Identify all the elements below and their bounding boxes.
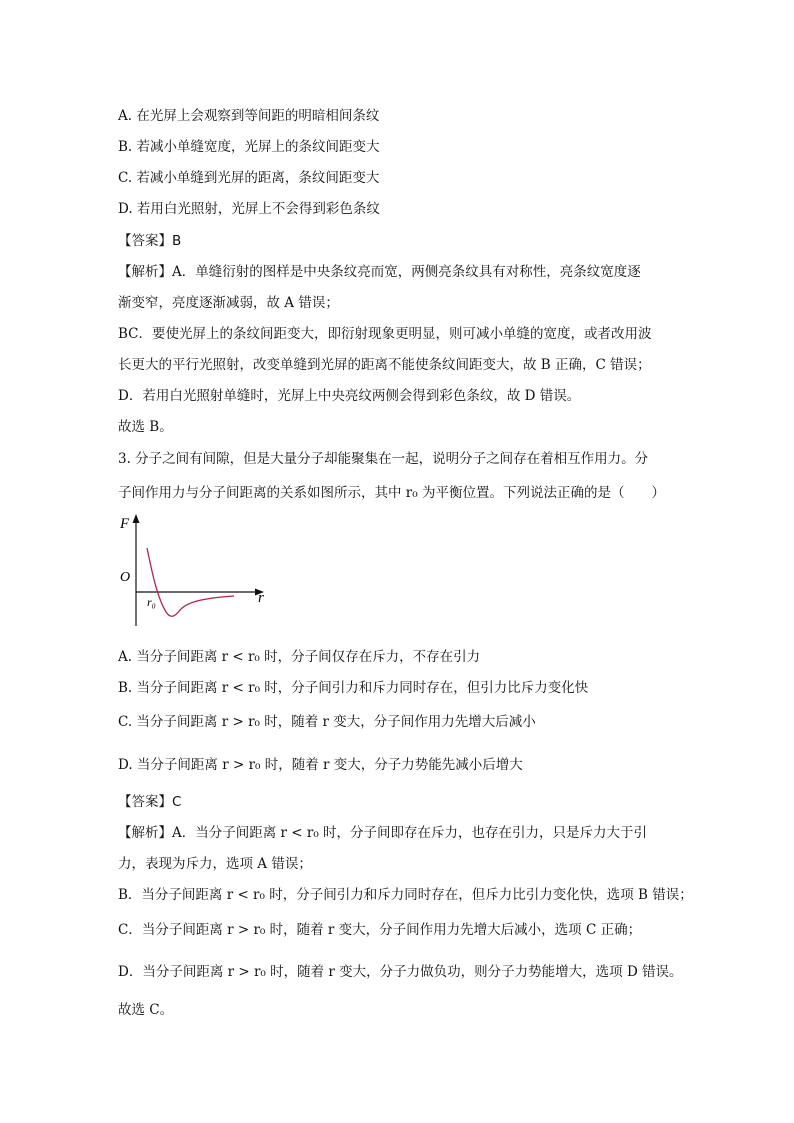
- q3-option-a: A. 当分子间距离 r < r₀ 时，分子间仅存在斥力，不存在引力: [118, 649, 481, 665]
- equilibrium-label: r₀: [147, 595, 156, 609]
- y-axis-label: F: [120, 516, 130, 532]
- q2-option-b: B. 若减小单缝宽度，光屏上的条纹间距变大: [118, 139, 380, 155]
- q2-analysis-line: 长更大的平行光照射，改变单缝到光屏的距离不能使条纹间距变大，故 B 正确，C 错误；: [118, 357, 651, 373]
- q3-option-b: B. 当分子间距离 r < r₀ 时，分子间引力和斥力同时存在，但引力比斥力变化快: [118, 680, 589, 696]
- q3-option-d: D. 当分子间距离 r > r₀ 时，随着 r 变大，分子力势能先减小后增大: [118, 757, 523, 773]
- q3-stem-line: 3. 分子之间有间隙，但是大量分子却能聚集在一起，说明分子之间存在着相互作用力。分: [118, 451, 649, 467]
- q2-analysis-line: BC．要使光屏上的条纹间距变大，即衍射现象更明显，则可减小单缝的宽度，或者改用波: [118, 326, 652, 342]
- q3-stem-line: 子间作用力与分子间距离的关系如图所示，其中 r₀ 为平衡位置。下列说法正确的是（ ）: [118, 485, 665, 501]
- q2-option-d: D. 若用白光照射，光屏上不会得到彩色条纹: [118, 201, 380, 217]
- y-axis-arrow: [133, 514, 140, 523]
- q3-analysis-line: D．当分子间距离 r > r₀ 时，随着 r 变大，分子力做负功，则分子力势能增大，选项 D 错误。: [118, 964, 683, 980]
- q3-conclusion: 故选 C。: [118, 1002, 174, 1018]
- q2-option-a: A. 在光屏上会观察到等间距的明暗相间条纹: [118, 108, 380, 124]
- origin-label: O: [120, 570, 131, 585]
- x-axis-label: r: [258, 590, 264, 606]
- q2-analysis-line: 渐变窄，亮度逐渐减弱，故 A 错误；: [118, 295, 339, 311]
- q3-analysis-line: B．当分子间距离 r < r₀ 时，分子间引力和斥力同时存在，但斥力比引力变化快，选项 B 错误；: [118, 887, 693, 903]
- force-distance-graph: [116, 512, 276, 627]
- q2-option-c: C. 若减小单缝到光屏的距离，条纹间距变大: [118, 170, 380, 186]
- q2-analysis-line: D．若用白光照射单缝时，光屏上中央亮纹两侧会得到彩色条纹，故 D 错误。: [118, 388, 581, 404]
- q3-analysis-line: C．当分子间距离 r > r₀ 时，随着 r 变大，分子间作用力先增大后减小，选项 C 正确；: [118, 922, 642, 938]
- q2-analysis-line: 【解析】A．单缝衍射的图样是中央条纹亮而宽，两侧亮条纹具有对称性，亮条纹宽度逐: [118, 264, 641, 280]
- q2-conclusion: 故选 B。: [118, 419, 173, 435]
- q3-option-c: C. 当分子间距离 r > r₀ 时，随着 r 变大，分子间作用力先增大后减小: [118, 714, 536, 730]
- q3-answer: 【答案】C: [118, 794, 182, 810]
- q3-analysis-line: 力，表现为斥力，选项 A 错误；: [118, 856, 312, 872]
- q3-analysis-line: 【解析】A．当分子间距离 r < r₀ 时，分子间即存在斥力，也存在引力，只是斥力大于引: [118, 825, 648, 841]
- force-curve: [147, 548, 234, 616]
- q2-answer: 【答案】B: [118, 233, 182, 249]
